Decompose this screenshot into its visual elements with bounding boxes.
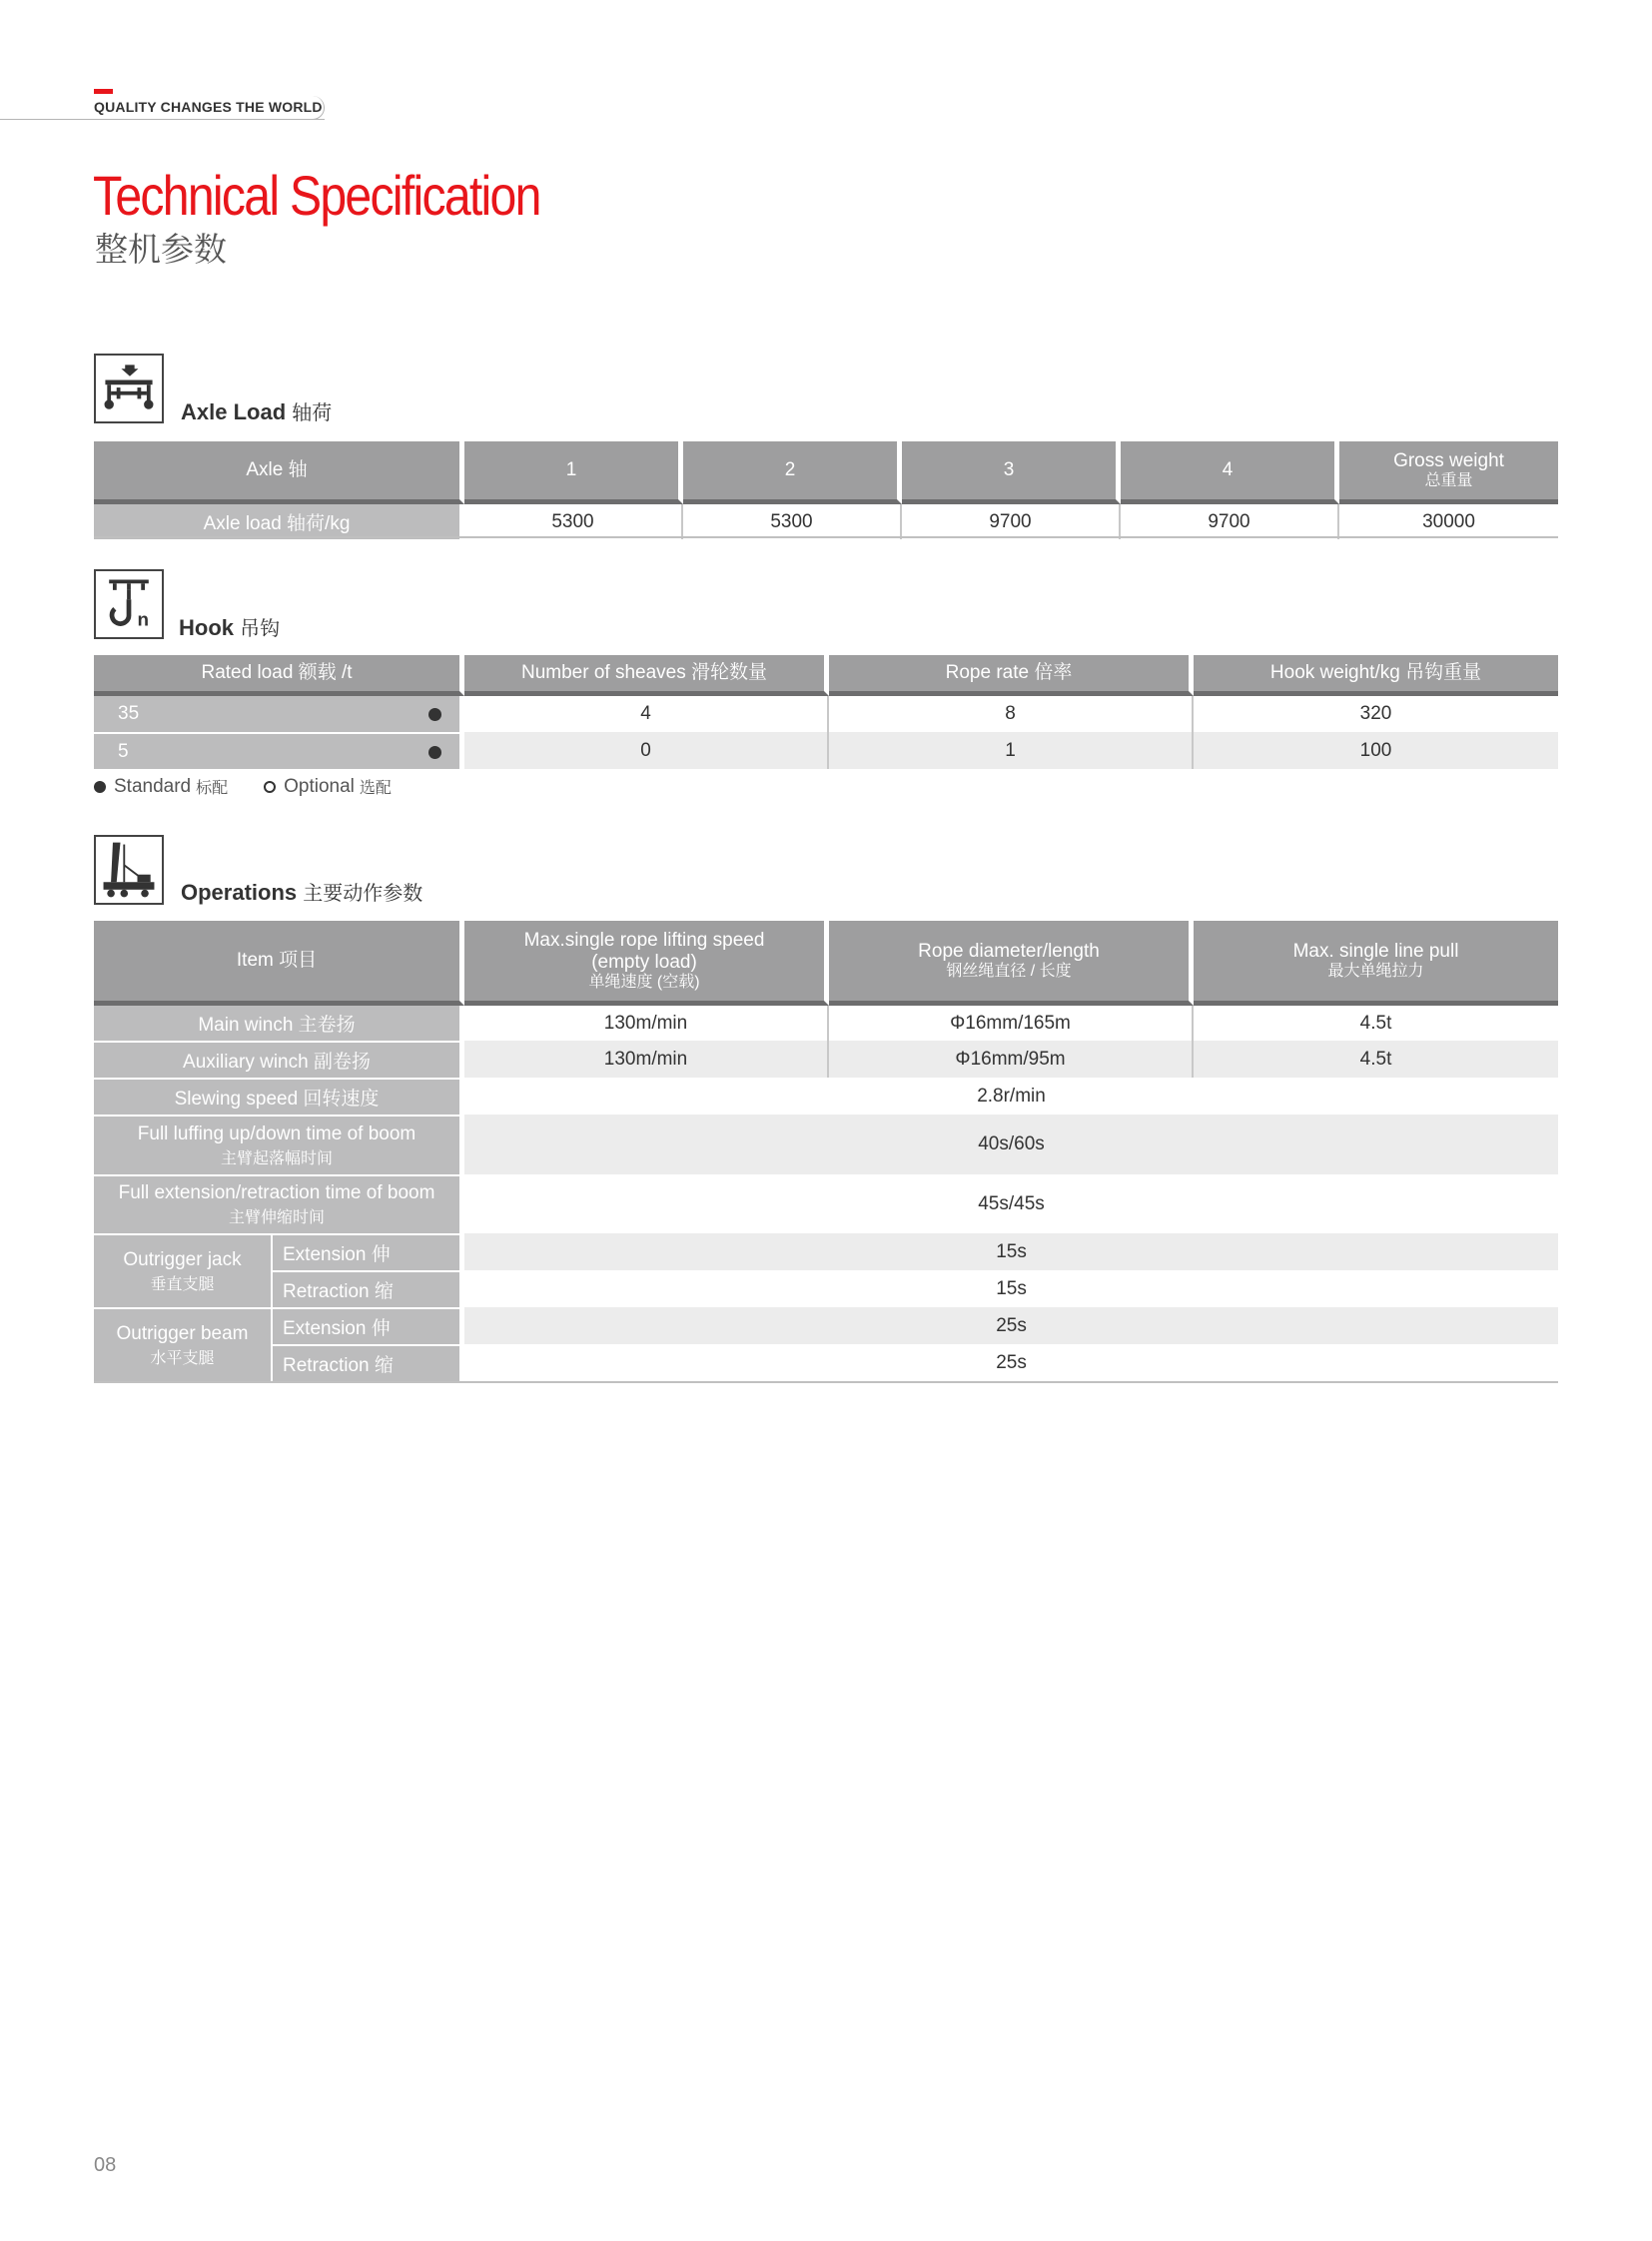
ops-header-rope-cn: 钢丝绳直径 / 长度: [946, 962, 1072, 980]
ops-header-speed-line1: Max.single rope lifting speed: [523, 929, 765, 951]
jack-extension-value: 15s: [464, 1233, 1558, 1270]
axle-load-value-gross: 30000: [1422, 510, 1475, 532]
page-title-cn: 整机参数: [95, 230, 227, 269]
standard-dot-icon: [94, 781, 106, 793]
legend-standard: Standard: [114, 775, 192, 797]
axle-load-title-cn: 轴荷: [292, 402, 333, 424]
beam-retraction-label: Retraction 缩: [273, 1344, 464, 1381]
outrigger-beam-label: [94, 1307, 273, 1381]
header-accent-bar: [94, 89, 113, 94]
hook-rate-value: 8: [829, 696, 1194, 732]
hook-sheaves-value: 4: [464, 696, 829, 732]
axle-load-icon: [94, 354, 164, 423]
table-row: [94, 732, 1558, 769]
aux-winch-rope: Φ16mm/95m: [829, 1041, 1194, 1078]
table-row: [94, 1115, 1558, 1174]
hook-header-sheaves: Number of sheaves 滑轮数量: [464, 655, 829, 696]
legend-optional: Optional: [284, 775, 355, 797]
outrigger-jack-label-en: Outrigger jack: [123, 1248, 242, 1270]
ops-header-speed-cn: 单绳速度 (空载): [588, 973, 700, 991]
axle-load-table: [94, 441, 1558, 539]
axle-load-section-title: [181, 396, 332, 425]
page-number: 08: [94, 2154, 117, 2176]
beam-extension-value: 25s: [464, 1307, 1558, 1344]
axle-header-1: 1: [464, 441, 683, 504]
table-row: [94, 1078, 1558, 1115]
aux-winch-pull: 4.5t: [1194, 1041, 1558, 1078]
table-row: [94, 696, 1558, 732]
axle-header-3: 3: [902, 441, 1121, 504]
table-row: [94, 1270, 1558, 1307]
table-row: [94, 1041, 1558, 1078]
main-winch-speed: 130m/min: [464, 1006, 829, 1041]
boom-extension-label-cn: 主臂伸缩时间: [229, 1209, 326, 1226]
slewing-label: Slewing speed 回转速度: [94, 1078, 464, 1115]
boom-extension-value: 45s/45s: [978, 1192, 1045, 1214]
boom-extension-label: [94, 1174, 464, 1233]
axle-table-rule: [94, 536, 1558, 538]
outrigger-beam-label-cn: 水平支腿: [150, 1349, 215, 1367]
slewing-value: 2.8r/min: [977, 1085, 1046, 1107]
table-row: [94, 1174, 1558, 1233]
operations-section-title: [181, 877, 422, 906]
legend-standard-cn: 标配: [196, 780, 229, 797]
hook-header-rope-rate: Rope rate 倍率: [829, 655, 1194, 696]
axle-load-value-3: 9700: [902, 504, 1121, 539]
operations-crane-icon: [94, 835, 164, 905]
hook-header-rated-load: Rated load 额载 /t: [94, 655, 464, 696]
svg-text:n: n: [137, 608, 150, 630]
axle-header-2: 2: [683, 441, 902, 504]
axle-load-value-2: 5300: [683, 504, 902, 539]
hook-weight-value: 320: [1359, 703, 1392, 724]
ops-header-speed-line2: (empty load): [591, 951, 697, 973]
ops-header-rope-en: Rope diameter/length: [918, 940, 1100, 962]
gross-weight-label-cn: 总重量: [1424, 471, 1473, 489]
table-row: [94, 1307, 1558, 1344]
operations-table: [94, 921, 1558, 1381]
hook-rate-value: 1: [829, 732, 1194, 769]
main-winch-label: Main winch 主卷扬: [94, 1006, 464, 1041]
beam-retraction-value: 25s: [996, 1351, 1027, 1373]
table-row: [94, 504, 1558, 539]
jack-retraction-label: Retraction 缩: [273, 1270, 464, 1307]
hook-sheaves-value: 0: [464, 732, 829, 769]
main-winch-rope: Φ16mm/165m: [829, 1006, 1194, 1041]
ops-header-speed: [464, 921, 829, 1006]
operations-title-cn: 主要动作参数: [303, 883, 423, 905]
hook-header-weight: Hook weight/kg 吊钩重量: [1194, 655, 1558, 696]
operations-table-rule: [94, 1381, 1558, 1383]
luffing-label-en: Full luffing up/down time of boom: [137, 1122, 416, 1144]
table-row: [94, 1233, 1558, 1270]
legend-optional-cn: 选配: [359, 780, 392, 797]
operations-title-en: Operations: [181, 880, 298, 905]
ops-header-pull-cn: 最大单绳拉力: [1327, 962, 1424, 980]
hook-load-value: 5: [118, 740, 129, 762]
beam-extension-label: Extension 伸: [273, 1307, 464, 1344]
main-winch-pull: 4.5t: [1359, 1012, 1392, 1034]
ops-header-rope: [829, 921, 1194, 1006]
table-row: [94, 1006, 1558, 1041]
ops-header-pull-en: Max. single line pull: [1292, 940, 1459, 962]
luffing-label: [94, 1115, 464, 1174]
hook-load-value: 35: [118, 703, 140, 724]
standard-bullet-icon: [428, 708, 441, 721]
aux-winch-label: Auxiliary winch 副卷扬: [94, 1041, 464, 1078]
aux-winch-speed: 130m/min: [464, 1041, 829, 1078]
outrigger-beam-label-en: Outrigger beam: [116, 1322, 249, 1344]
gross-weight-label: Gross weight: [1393, 449, 1504, 471]
luffing-value: 40s/60s: [464, 1115, 1558, 1174]
hook-row-load: [94, 732, 464, 769]
axle-load-title-en: Axle Load: [181, 399, 287, 424]
hook-weight-value: 100: [1194, 732, 1558, 769]
hook-title-cn: 吊钩: [240, 618, 281, 640]
axle-header-gross: [1339, 441, 1558, 504]
standard-bullet-icon: [428, 746, 441, 759]
hook-row-load: [94, 696, 464, 732]
axle-load-row-label: Axle load 轴荷/kg: [94, 504, 464, 539]
axle-load-value-4: 9700: [1121, 504, 1339, 539]
hook-table: [94, 655, 1558, 769]
hook-icon: [94, 569, 164, 639]
axle-load-value-1: 5300: [464, 504, 683, 539]
ops-header-pull: [1194, 921, 1558, 1006]
optional-circle-icon: [264, 781, 276, 793]
ops-header-item: Item 项目: [94, 921, 464, 1006]
outrigger-jack-label: [94, 1233, 273, 1307]
hook-legend: [94, 775, 392, 798]
outrigger-jack-label-cn: 垂直支腿: [150, 1275, 215, 1293]
axle-header-label: Axle 轴: [94, 441, 464, 504]
jack-retraction-value: 15s: [996, 1277, 1027, 1299]
header-tagline: QUALITY CHANGES THE WORLD: [94, 99, 323, 115]
page-title: Technical Specification: [93, 164, 540, 227]
luffing-label-cn: 主臂起落幅时间: [221, 1149, 334, 1167]
hook-title-en: Hook: [179, 615, 234, 640]
axle-header-4: 4: [1121, 441, 1339, 504]
boom-extension-label-en: Full extension/retraction time of boom: [118, 1182, 435, 1203]
jack-extension-label: Extension 伸: [273, 1233, 464, 1270]
table-row: [94, 1344, 1558, 1381]
hook-section-title: [179, 612, 280, 641]
